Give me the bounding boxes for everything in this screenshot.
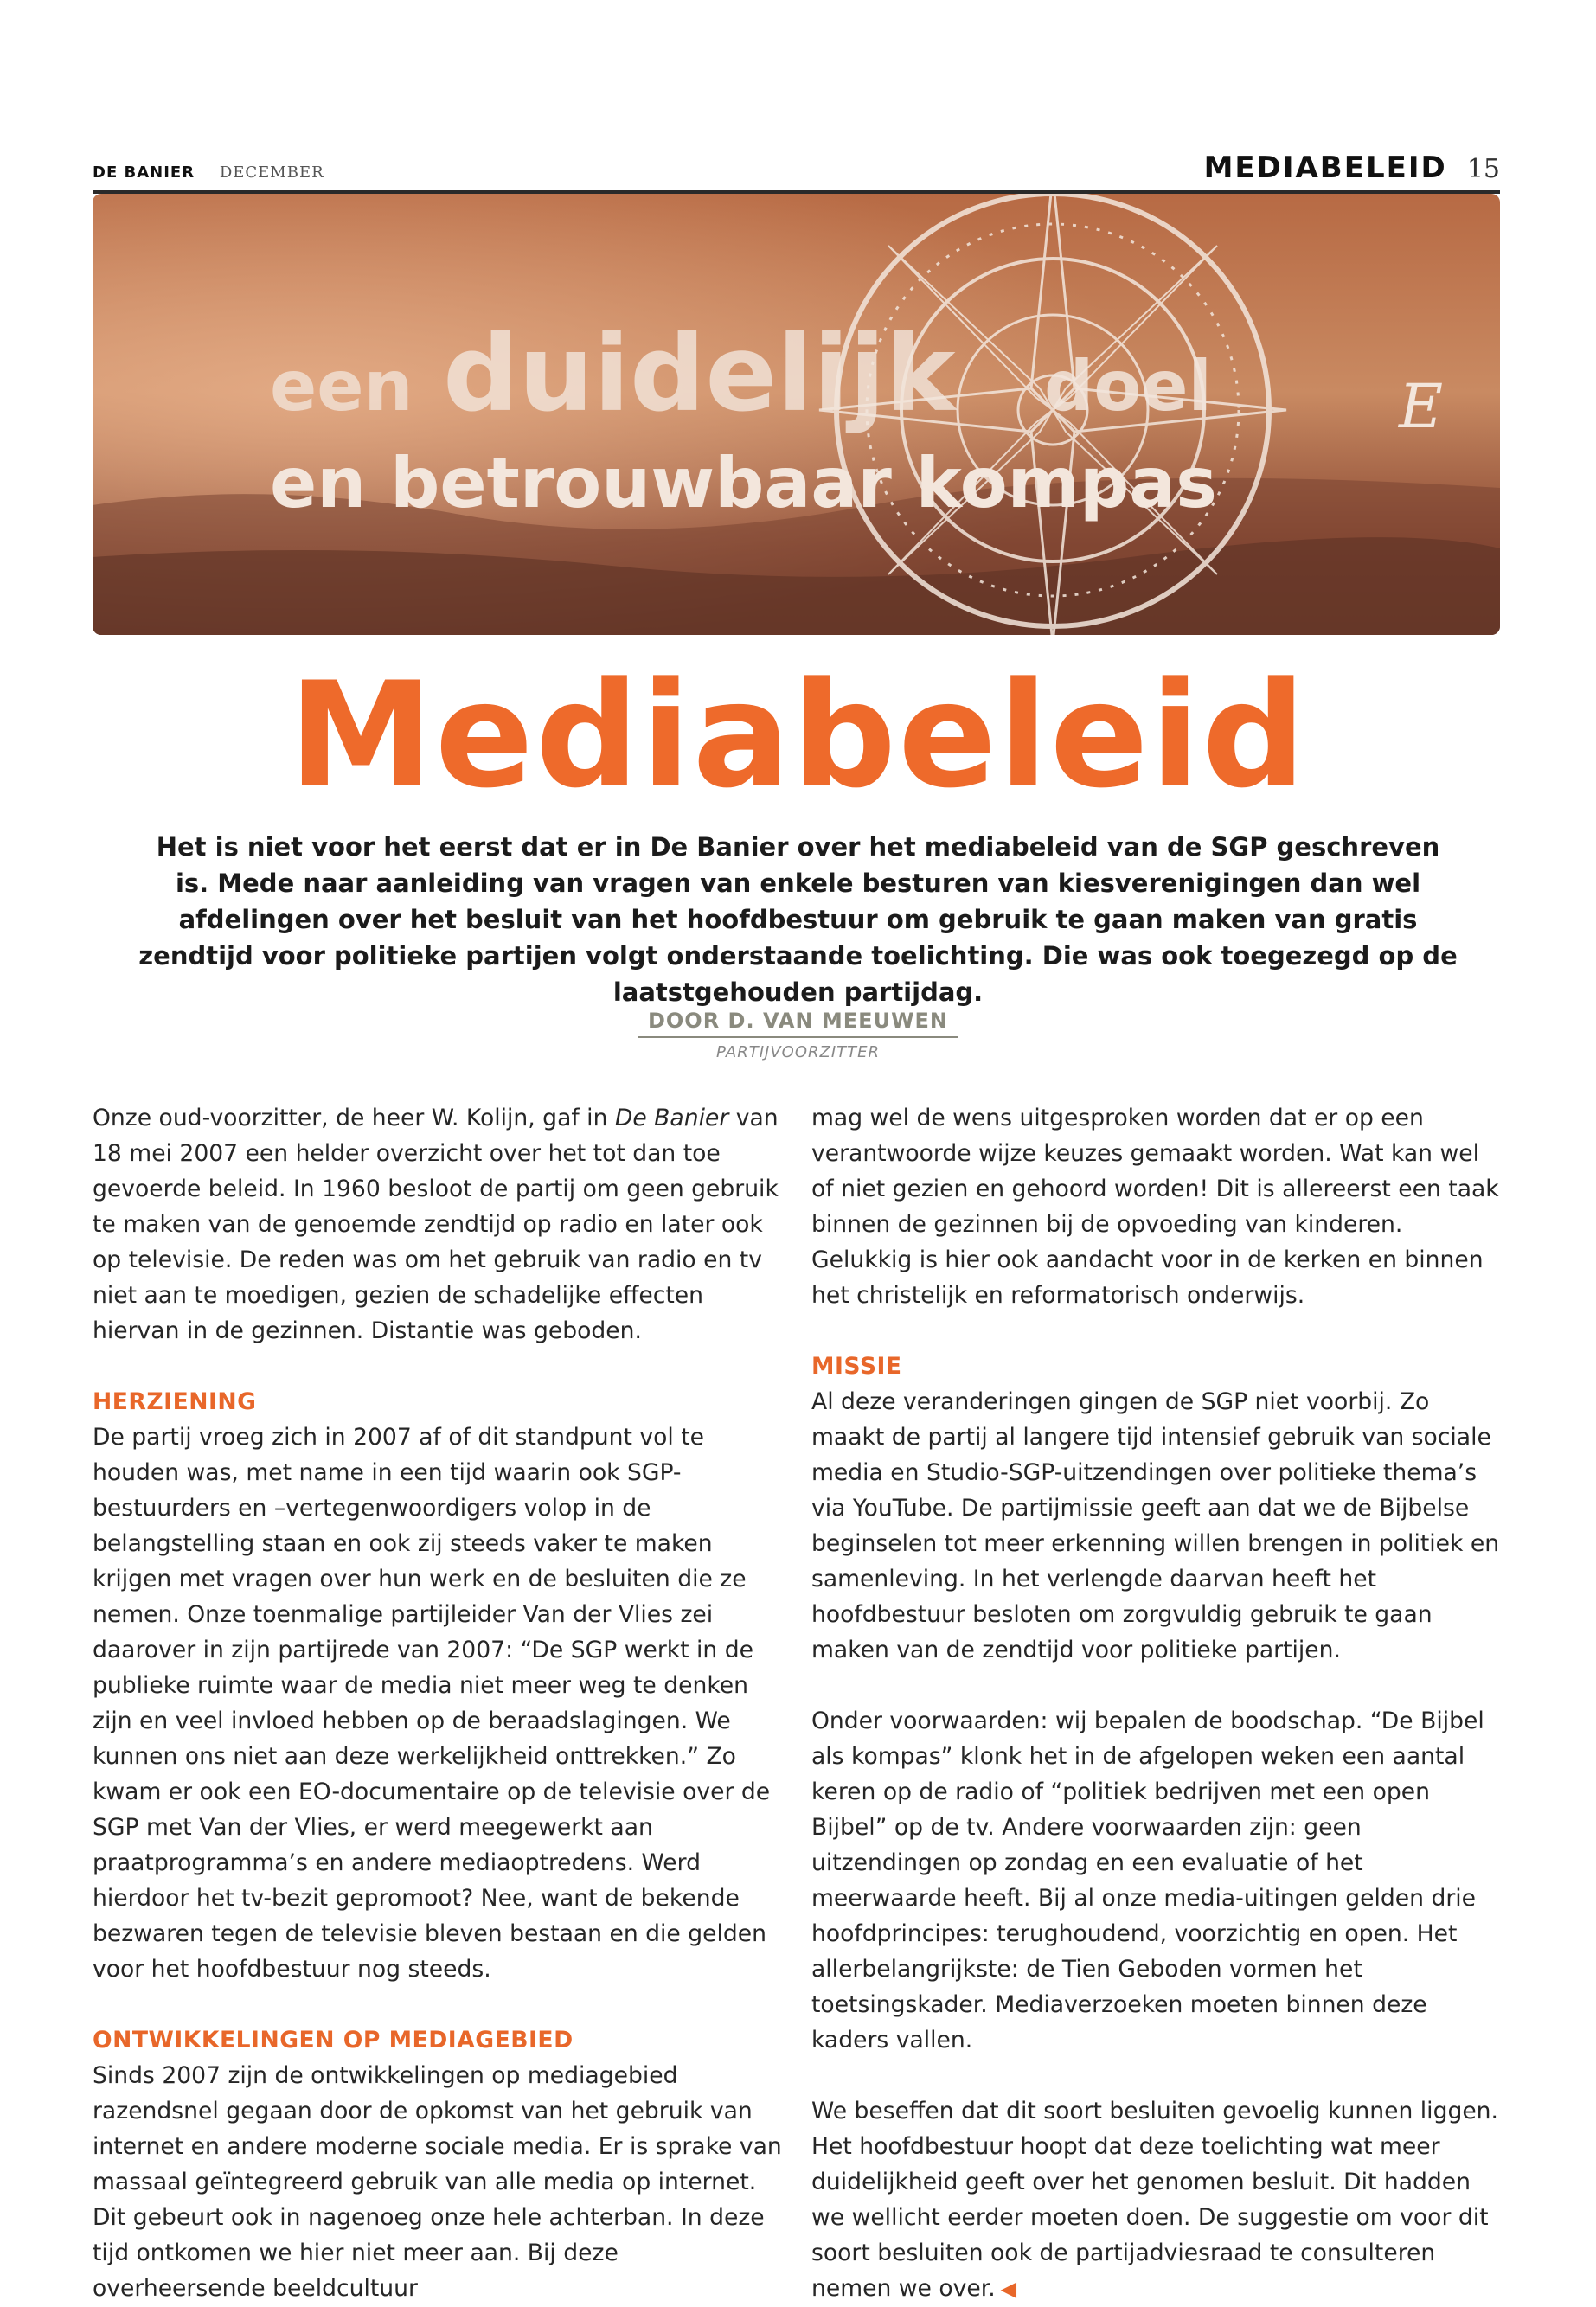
compass-letter: E xyxy=(1399,371,1444,442)
body-paragraph-1-a: Onze oud-voorzitter, de heer W. Kolijn, gaf in xyxy=(93,1105,615,1131)
body-paragraph-7 xyxy=(811,2093,1503,2307)
section-name: MEDIABELEID xyxy=(1203,151,1447,185)
running-header-right xyxy=(1204,151,1500,185)
heading-herziening: HERZIENING xyxy=(93,1388,257,1415)
body-paragraph-5: Al deze veranderingen gingen de SGP niet voorbij. Zo maakt de partij al langere tijd intensief gebruik van sociale media en Studio-SGP-uitzendingen over politieke thema’s via YouTube. De partijmissie geeft aan dat we de Bijbelse beginselen tot meer erkenning willen brengen in politiek en samenleving. In het verlengde daarvan heeft het hoofdbestuur besloten om zorgvuldig gebruik te gaan maken van de zendtijd voor politieke partijen. xyxy=(811,1388,1500,1663)
body-paragraph-3: Sinds 2007 zijn de ontwikkelingen op mediagebied razendsnel gegaan door de opkomst van het gebruik van internet en andere moderne sociale media. Er is sprake van massaal geïntegreerd gebruik van alle media op internet. Dit gebeurt ook in nagenoeg onze hele achterban. In deze tijd ontkomen we hier niet meer aan. Bij deze overheersende beeldcultuur xyxy=(93,2062,782,2302)
banner-graphic xyxy=(93,194,1500,635)
body-paragraph-7-text: We beseffen dat dit soort besluiten gevoelig kunnen liggen. Het hoofdbestuur hoopt dat deze toelichting wat meer duidelijkheid geeft over het genomen besluit. Dit hadden we wellicht eerder moeten doen. De suggestie om voor dit soort besluiten ook de partijadviesraad te consulteren nemen we over. xyxy=(811,2098,1498,2302)
end-mark-icon: ◀ xyxy=(1000,2277,1017,2301)
column-right xyxy=(811,1100,1503,2307)
banner-word-duidelijk: duidelijk xyxy=(443,312,956,435)
banner-image xyxy=(93,194,1500,635)
page-number: 15 xyxy=(1466,154,1500,184)
heading-ontwikkelingen: ONTWIKKELINGEN OP MEDIAGEBIED xyxy=(93,2027,574,2054)
body-paragraph-1-b: van 18 mei 2007 een helder overzicht over het tot dan toe gevoerde beleid. In 1960 besloot de partij om geen gebruik te maken van de genoemde zendtijd op radio en later ook op televisie. De reden was om het gebruik van radio en tv niet aan te moedigen, gezien de schadelijke effecten hiervan in de gezinnen. Distantie was geboden. xyxy=(93,1105,779,1344)
article-title: Mediabeleid xyxy=(288,650,1308,820)
heading-missie: MISSIE xyxy=(811,1353,902,1380)
issue-month: DECEMBER xyxy=(219,163,324,182)
body-paragraph-2: De partij vroeg zich in 2007 af of dit standpunt vol te houden was, met name in een tijd waarin ook SGP-bestuurders en –vertegenwoordigers volop in de belangstelling staan en ook zij steeds vaker te maken krijgen met vragen over hun werk en de besluiten die ze nemen. Onze toenmalige partijleider Van der Vlies zei daarover in zijn partijrede van 2007: “De SGP werkt in de publieke ruimte waar de media niet meer weg te denken zijn en veel invloed hebben op de beraadslagingen. We kunnen ons niet aan deze werkelijkheid onttrekken.” Zo kwam er ook een EO-documentaire op de televisie over de SGP met Van der Vlies, er werd meegewerkt aan praatprogramma’s en andere mediaoptredens. Werd hierdoor het tv-bezit gepromoot? Nee, want de bekende bezwaren tegen de televisie bleven bestaan en die gelden voor het hoofdbestuur nog steeds. xyxy=(93,1424,771,1983)
running-header xyxy=(93,147,1500,194)
body-paragraph-1 xyxy=(93,1100,789,1349)
article-lead: Het is niet voor het eerst dat er in De Banier over het mediabeleid van de SGP geschreven is. Mede naar aanleiding van vragen van enkele besturen van kiesverenigingen dan wel afdelingen over het besluit van het hoofdbestuur om gebruik te gaan maken van gratis zendtijd voor politieke partijen volgt onderstaande toelichting. Die was ook toegezegd op de laatstgehouden partijdag. xyxy=(138,832,1458,1007)
publication-name: DE BANIER xyxy=(93,163,195,182)
column-left xyxy=(93,1100,789,2306)
byline-author: DOOR D. VAN MEEUWEN xyxy=(638,1009,958,1038)
byline xyxy=(0,1009,1596,1061)
banner-word-doel: doel xyxy=(1044,346,1212,426)
banner-word-een: een xyxy=(270,346,413,426)
banner-line-kompas: en betrouwbaar kompas xyxy=(270,443,1217,523)
body-paragraph-4: mag wel de wens uitgesproken worden dat er op een verantwoorde wijze keuzes gemaakt worden. Wat kan wel of niet gezien en gehoord worden! Dit is allereerst een taak binnen de gezinnen bij de opvoeding van kinderen. Gelukkig is hier ook aandacht voor in de kerken en binnen het christelijk en reformatorisch onderwijs. xyxy=(811,1105,1499,1309)
body-paragraph-6: Onder voorwaarden: wij bepalen de boodschap. “De Bijbel als kompas” klonk het in de afgelopen weken een aantal keren op de radio of “politiek bedrijven met een open Bijbel” op de tv. Andere voorwaarden zijn: geen uitzendingen op zondag en een evaluatie of het meerwaarde heeft. Bij al onze media-uitingen gelden drie hoofdprincipes: terughoudend, voorzichtig en open. Het allerbelangrijkste: de Tien Geboden vormen het toetsingskader. Mediaverzoeken moeten binnen deze kaders vallen. xyxy=(811,1708,1484,2054)
running-header-left xyxy=(93,163,324,182)
publication-reference: De Banier xyxy=(614,1105,729,1131)
byline-role: PARTIJVOORZITTER xyxy=(715,1043,881,1061)
